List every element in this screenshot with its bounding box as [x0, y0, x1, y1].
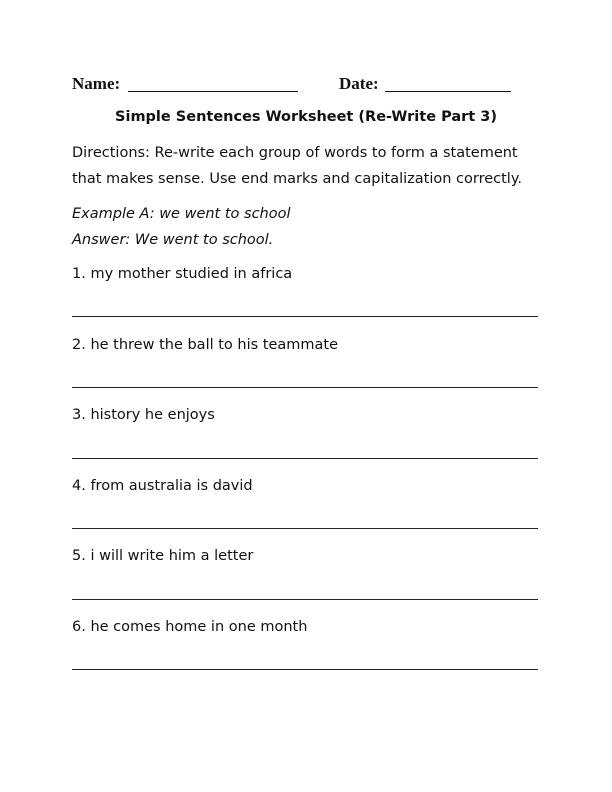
question-5: 5. i will write him a letter — [72, 548, 254, 564]
directions-line-1: Directions: Re-write each group of words to form a statement — [72, 145, 518, 161]
question-3: 3. history he enjoys — [72, 407, 215, 423]
answer-line-1[interactable] — [72, 316, 538, 317]
answer-line-4[interactable] — [72, 528, 538, 529]
question-4: 4. from australia is david — [72, 478, 253, 494]
answer-line-6[interactable] — [72, 669, 538, 670]
example-prompt: Example A: we went to school — [72, 206, 291, 222]
name-label: Name: — [72, 74, 121, 93]
answer-line-2[interactable] — [72, 387, 538, 388]
question-6: 6. he comes home in one month — [72, 619, 308, 635]
answer-line-3[interactable] — [72, 458, 538, 459]
date-label: Date: — [339, 74, 379, 93]
date-field[interactable] — [385, 91, 511, 92]
question-1: 1. my mother studied in africa — [72, 266, 293, 282]
directions-line-2: that makes sense. Use end marks and capitalization correctly. — [72, 171, 522, 187]
answer-line-5[interactable] — [72, 599, 538, 600]
example-answer: Answer: We went to school. — [72, 232, 274, 248]
question-2: 2. he threw the ball to his teammate — [72, 337, 339, 353]
name-field[interactable] — [128, 91, 298, 92]
page-title: Simple Sentences Worksheet (Re-Write Part 3) — [115, 109, 497, 125]
